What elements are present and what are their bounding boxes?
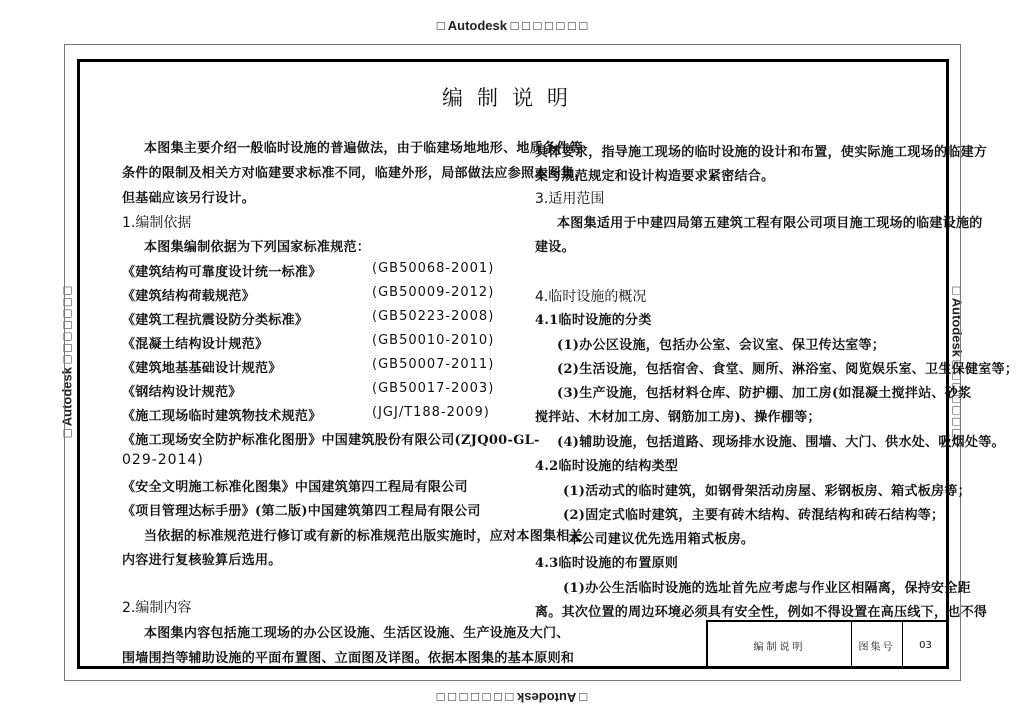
title-block-name: 编制说明 xyxy=(708,622,852,669)
section-1-heading: 1.编制依据 xyxy=(122,215,192,231)
section-4-3-heading: 4.3临时设施的布置原则 xyxy=(535,556,679,571)
title-block-label: 图集号 xyxy=(851,622,903,669)
section-4-2-item-1: (1)活动式的临时建筑，如钢骨架活动房屋、彩钢板房、箱式板房等； xyxy=(563,484,971,499)
standard-name-3: 《建筑工程抗震设防分类标准》 xyxy=(122,313,309,328)
page-title: 编制说明 xyxy=(442,86,582,110)
continued-line-2: 案与规范规定和设计构造要求紧密结合。 xyxy=(535,169,775,184)
standard-name-6: 《钢结构设计规范》 xyxy=(122,385,242,400)
reference-line-4: 《项目管理达标手册》(第二版)中国建筑第四工程局有限公司 xyxy=(122,504,481,519)
section-4-1-item-1: (1)办公区设施，包括办公室、会议室、保卫传达室等； xyxy=(557,338,886,353)
title-block-number: 03 xyxy=(919,640,932,651)
standard-code-2: (GB50009-2012) xyxy=(372,285,495,300)
section-4-1-item-3b: 搅拌站、木材加工房、钢筋加工房)、操作棚等； xyxy=(535,410,821,425)
watermark-left: □ Autodesk □ □ □ □ □ □ □ xyxy=(59,286,75,438)
standard-name-7: 《施工现场临时建筑物技术规范》 xyxy=(122,409,322,424)
section-4-3-line-1: (1)办公生活临时设施的选址首先应考虑与作业区相隔离，保持安全距 xyxy=(563,581,971,596)
standard-code-1: (GB50068-2001) xyxy=(372,261,495,276)
watermark-right: □ Autodesk □ □ □ □ □ □ □ xyxy=(949,286,965,438)
section-4-heading: 4.临时设施的概况 xyxy=(535,289,647,305)
section-4-2-item-2: (2)固定式临时建筑，主要有砖木结构、砖混结构和砖石结构等； xyxy=(563,508,945,523)
section-4-1-heading: 4.1临时设施的分类 xyxy=(535,313,652,328)
standard-code-4: (GB50010-2010) xyxy=(372,333,495,348)
update-note-line-2: 内容进行复核验算后选用。 xyxy=(122,553,282,568)
standard-name-4: 《混凝土结构设计规范》 xyxy=(122,337,269,352)
reference-line-3: 《安全文明施工标准化图集》中国建筑第四工程局有限公司 xyxy=(122,480,468,495)
standard-code-3: (GB50223-2008) xyxy=(372,309,495,324)
section-4-2-heading: 4.2临时设施的结构类型 xyxy=(535,459,679,474)
section-3-line-2: 建设。 xyxy=(535,240,575,255)
section-3-heading: 3.适用范围 xyxy=(535,191,605,207)
reference-line-1: 《施工现场安全防护标准化图册》中国建筑股份有限公司(ZJQ00-GL- xyxy=(122,433,540,448)
section-4-1-item-4: (4)辅助设施，包括道路、现场排水设施、围墙、大门、供水处、吸烟处等。 xyxy=(557,435,1005,450)
title-block xyxy=(706,620,949,669)
standard-code-6: (GB50017-2003) xyxy=(372,381,495,396)
section-3-line-1: 本图集适用于中建四局第五建筑工程有限公司项目施工现场的临建设施的 xyxy=(557,216,983,231)
section-4-3-line-2: 离。其次位置的周边环境必须具有安全性，例如不得设置在高压线下，也不得 xyxy=(535,605,988,620)
update-note-line-1: 当依据的标准规范进行修订或有新的标准规范出版实施时，应对本图集相关 xyxy=(144,529,583,544)
standard-name-1: 《建筑结构可靠度设计统一标准》 xyxy=(122,265,322,280)
standard-name-2: 《建筑结构荷载规范》 xyxy=(122,289,256,304)
watermark-bottom: □ Autodesk □ □ □ □ □ □ □ xyxy=(436,690,588,705)
intro-line-1: 本图集主要介绍一般临时设施的普遍做法，由于临建场地地形、地质条件等 xyxy=(144,141,583,156)
watermark-top: □ Autodesk □ □ □ □ □ □ □ xyxy=(436,18,588,33)
section-4-2-note: 本公司建议优先选用箱式板房。 xyxy=(568,532,755,547)
intro-line-2: 条件的限制及相关方对临建要求标准不同，临建外形，局部做法应参照本图集， xyxy=(122,166,588,181)
continued-line-1: 具体要求，指导施工现场的临时设施的设计和布置，使实际施工现场的临建方 xyxy=(535,145,988,160)
reference-line-2: 029-2014) xyxy=(122,452,204,468)
section-1-intro: 本图集编制依据为下列国家标准规范： xyxy=(144,240,371,255)
section-4-1-item-3a: (3)生产设施，包括材料仓库、防护棚、加工房(如混凝土搅拌站、砂浆 xyxy=(557,386,972,401)
standard-code-5: (GB50007-2011) xyxy=(372,357,495,372)
intro-line-3: 但基础应该另行设计。 xyxy=(122,191,256,206)
section-2-line-1: 本图集内容包括施工现场的办公区设施、生活区设施、生产设施及大门、 xyxy=(144,626,570,641)
standard-name-5: 《建筑地基基础设计规范》 xyxy=(122,361,282,376)
standard-code-7: (JGJ/T188-2009) xyxy=(372,405,490,420)
section-2-heading: 2.编制内容 xyxy=(122,600,192,616)
section-2-line-2: 围墙围挡等辅助设施的平面布置图、立面图及详图。依据本图集的基本原则和 xyxy=(122,651,575,666)
section-4-1-item-2: (2)生活设施，包括宿舍、食堂、厕所、淋浴室、阅览娱乐室、卫生保健室等； xyxy=(557,362,1019,377)
